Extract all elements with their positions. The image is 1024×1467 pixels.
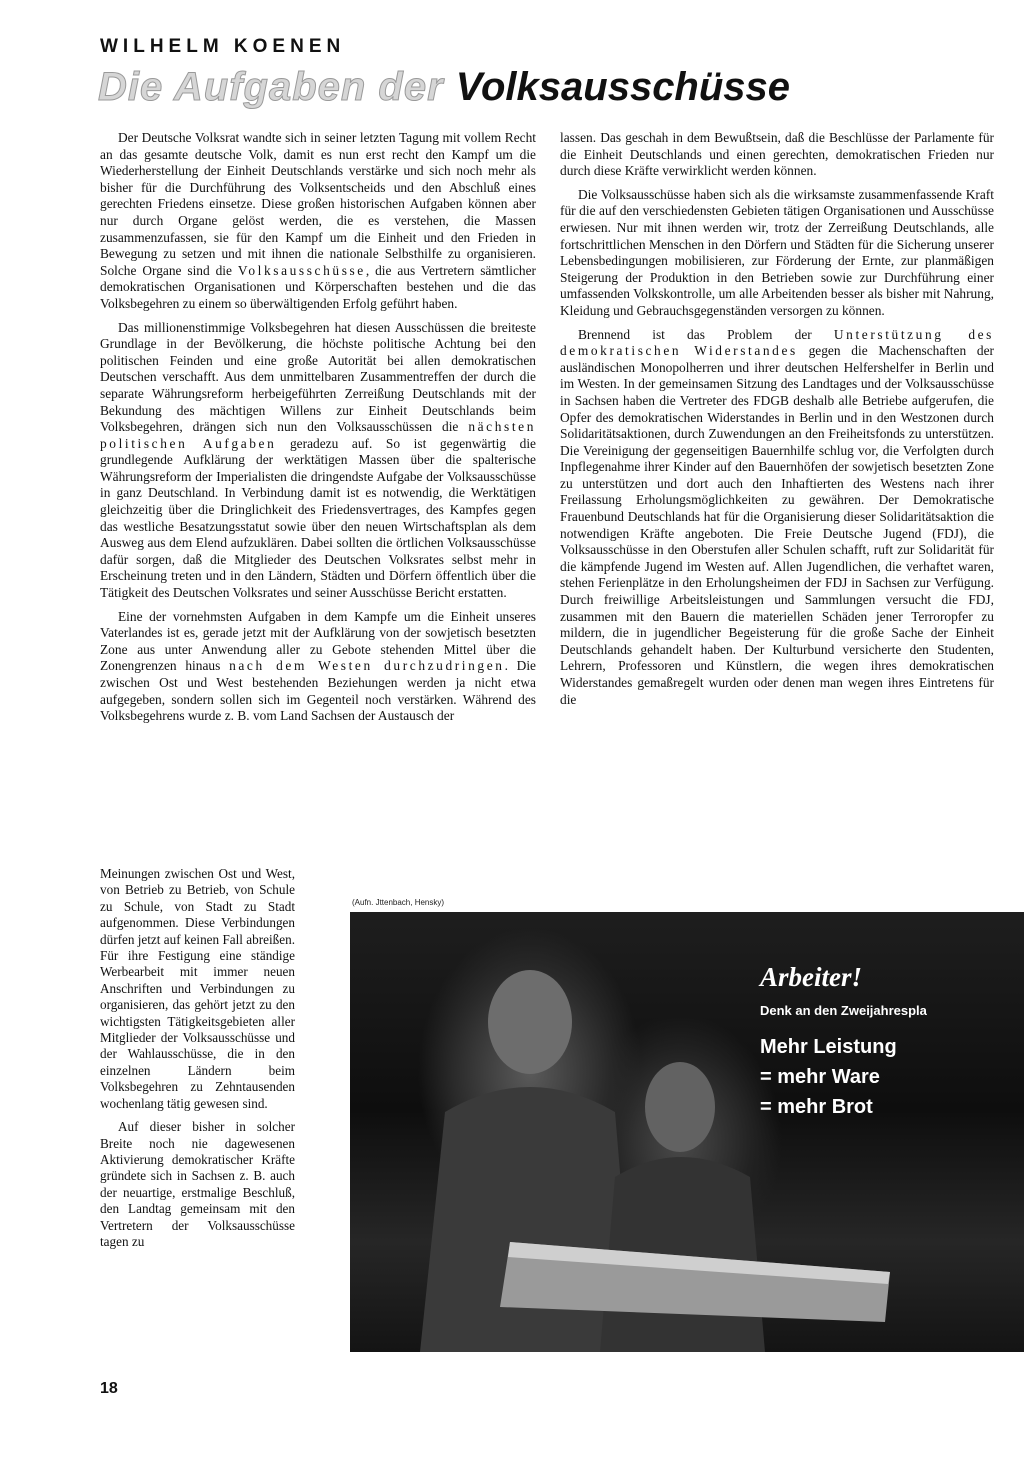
- worker-body-left: [420, 1087, 635, 1352]
- paragraph-text: geradezu auf. So ist gegenwärtig die grundlegende Aufklärung der werktätigen Massen über die spalterische Währungsreform der Imperialisten die dringendste Aufgabe der Volksausschüsse in ganz Deutschland. In Verbindung damit ist es notwendig, die Werktätigen gleichzeitig über die Dringlichkeit des Friedensvertrages, des Kampfes gegen das westliche Besatzungsstatut sowie über den neuen Wirtschaftsplan als dem Ausweg aus dem Elend aufzuklären. Dabei sollten die örtlichen Volksausschüsse dafür sorgen, daß die Mitglieder des Deutschen Volksrates selbst mehr in Erscheinung treten und in den Ländern, Städten und Dörfern öffentlich über die Tätigkeit des Deutschen Volksrates und seiner Ausschüsse Bericht erstatten.: [100, 435, 536, 601]
- poster-text: [760, 962, 1024, 1122]
- paragraph: lassen. Das geschah in dem Bewußtsein, daß die Beschlüsse der Parlamente für die Einheit Deutschlands und einen gerechten, demokratischen Frieden nur durch diese Kräfte verwirklicht werden können.: [560, 130, 994, 179]
- poster-line: Denk an den Zweijahrespla: [760, 1003, 927, 1018]
- photo-credit: (Aufn. Jttenbach, Hensky): [352, 898, 445, 907]
- title-part-dark: Volksausschüsse: [455, 65, 791, 109]
- paragraph: Die Volksausschüsse haben sich als die wirksamste zusammenfassende Kraft für die auf den verschiedensten Gebieten tätigen Organisationen und Ausschüsse erwiesen. Nur mit ihnen werden wir, trotz der Zerreißung Deutschlands, alle fortschrittlichen Menschen in den Dörfern und Städten für die Sicherung unserer Lebensbedingungen mobilisieren, zur Förderung der Ernte, zur planmäßigen Steigerung der Produktion in den Betrieben sowie zur Durchführung einer umfassenden Volkskontrolle, um alle Arbeitenden besser als bisher mit Nahrung, Kleidung und Gebrauchsgegenständen versorgen zu können.: [560, 186, 994, 318]
- paragraph-text: Der Deutsche Volksrat wandte sich in seiner letzten Tagung mit vollem Recht an das gesamte deutsche Volk, damit es nun erst recht den Kampf um die Wiederherstellung der Einheit Deutschlands verstärke und sich noch mehr als bisher für die Durchführung des Volksentscheids und den Abschluß eines gerechten Friedens einsetze. Diese großen historischen Aufgaben können aber nur durch Organe gelöst werden, die es verstehen, die Massen zusammenzufassen, sie für den Kampf um die Einheit und den Frieden in Bewegung zu setzen und mit ihnen die nationale Selbsthilfe zu organisieren. Solche Organe sind die: [100, 130, 536, 278]
- paragraph-text: . Die zwischen Ost und West bestehenden Beziehungen werden ja nicht etwa aufgegeben, sondern sollen sich im Gegenteil noch verstärken. Während des Volksbegehrens wurde z. B. vom Land Sachsen der Austausch der: [100, 658, 537, 724]
- paragraph: [100, 609, 536, 725]
- right-column: [560, 130, 994, 715]
- poster-line: Arbeiter!: [760, 962, 863, 992]
- emphasis-text: nach dem Westen durchzudringen: [229, 658, 505, 674]
- emphasis-text: Unterstützung des demokratischen Widerstandes: [560, 326, 994, 359]
- paragraph-text: , die aus Vertretern sämtlicher demokratischen Organisationen und Körperschaften bestehen und die das Volksbegehren zu einem so überwältigenden Erfolg geführt haben.: [100, 262, 536, 311]
- title-part-light: Die Aufgaben der: [98, 65, 456, 109]
- page-number: 18: [100, 1380, 118, 1397]
- narrow-column: [100, 866, 295, 1257]
- paragraph-text: gegen die Machenschaften der ausländischen Monopolherren und ihrer deutschen Helfershelfer in Berlin und im Westen. In der gemeinsamen Sitzung des Landtages und der Volksausschüsse in Sachsen haben die Vertreter des FDGB deshalb alle Betriebe aufgerufen, die Opfer des demokratischen Widerstandes in Berlin und in den Westzonen durch Solidaritätsaktionen, durch Zuwendungen an den Freiheitsfonds zu unterstützen. Die Vereinigung der gegenseitigen Bauernhilfe schlug vor, die Verfolgten durch Inpflegenahme ihrer Kinder auf den Bauernhöfen der sowjetisch besetzten Zone zu unterstützen und dort auch den Inhaftierten des Westens nach ihrer Freilassung Erholungsmöglichkeiten zu gewähren. Der Demokratische Frauenbund Deutschlands hat für die Organisierung dieser Solidaritätsaktion die notwendigen Kräfte angeboten. Die Freie Deutsche Jugend (FDJ), die Volksausschüsse in den Oberstufen aller Schulen schafft, ruft zur Solidarität für die kämpfende Jugend im Westen auf. Allen Jugendlichen, die verhaftet waren, stehen Ferienplätze in den Erholungsheimen der FDJ in Sachsen zur Verfügung. Durch freiwillige Arbeitsleistungen und Sammlungen versucht die FDJ, zusammen mit den Bauern die materiellen Schäden jener Terroropfer zu mildern, die in jugendlicher Begeisterung für die große Sache der Einheit Deutschlands gehandelt haben. Der Kulturbund versicherte den Studenten, Lehrern, Professoren und Künstlern, die wegen ihres demokratischen Widerstandes gemaßregelt wurden oder denen man wegen ihres Eintretens für die: [560, 343, 994, 707]
- worker-head-right: [645, 1062, 715, 1152]
- paragraph-text: Das millionenstimmige Volksbegehren hat diesen Ausschüssen die breiteste Grundlage in der Bevölkerung, die höchste politische Achtung bei den politischen Feinden und eine große Autorität bei allen demokratischen Deutschen verschafft. Aus dem unmittelbaren Zusammentreffen der durch die separate Währungsreform herbeigeführten Zerreißung Deutschlands mit der Bekundung des mächtigen Willens zur Einheit Deutschlands beim Volksbegehren, drängen sich nun den Volksausschüssen die: [100, 319, 536, 435]
- author-name: WILHELM KOENEN: [100, 36, 346, 57]
- left-column: [100, 130, 536, 732]
- paragraph-text: Eine der vornehmsten Aufgaben in dem Kampfe um die Einheit unseres Vaterlandes ist es, gerade jetzt mit der Aufklärung von der sowjetisch besetzten Zone aus unter Anwendung aller zu Gebote stehenden Mittel über die Zonengrenzen hinaus: [100, 608, 536, 674]
- emphasis-text: Volksausschüsse: [237, 262, 366, 278]
- paragraph-text: Brennend ist das Problem der: [578, 326, 834, 342]
- paragraph: Auf dieser bisher in solcher Breite noch nie dagewesenen Aktivierung demokratischer Kräfte gründete sich in Sachsen z. B. auch der neuartige, erstmalige Beschluß, den Landtag gemeinsam mit den Vertretern der Volksausschüsse tagen zu: [100, 1119, 295, 1249]
- paragraph: [100, 320, 536, 602]
- worker-head-left: [488, 970, 572, 1074]
- paragraph: [100, 130, 536, 313]
- poster-line: = mehr Ware: [760, 1066, 880, 1088]
- article-title: [98, 62, 790, 112]
- paragraph: Meinungen zwischen Ost und West, von Betrieb zu Betrieb, von Schule zu Schule, von Stadt zu Stadt aufgenommen. Diese Verbindungen dürfen jetzt auf keinen Fall abreißen. Für ihre Festigung eine ständige Werbearbeit mit immer neuen Anschriften und Verbindungen zu organisieren, das gehört jetzt zu den wichtigsten Tätigkeitsgebieten aller Mitglieder der Volksausschüsse und der Wahlausschüsse, die in den einzelnen Ländern beim Volksbegehren zu Zehntausenden wochenlang tätig gewesen sind.: [100, 866, 295, 1111]
- poster-line: = mehr Brot: [760, 1096, 873, 1118]
- photograph-workers: [350, 912, 1024, 1352]
- poster-line: Mehr Leistung: [760, 1036, 897, 1058]
- paragraph: [560, 327, 994, 709]
- emphasis-text: nächsten politischen Aufgaben: [100, 419, 536, 451]
